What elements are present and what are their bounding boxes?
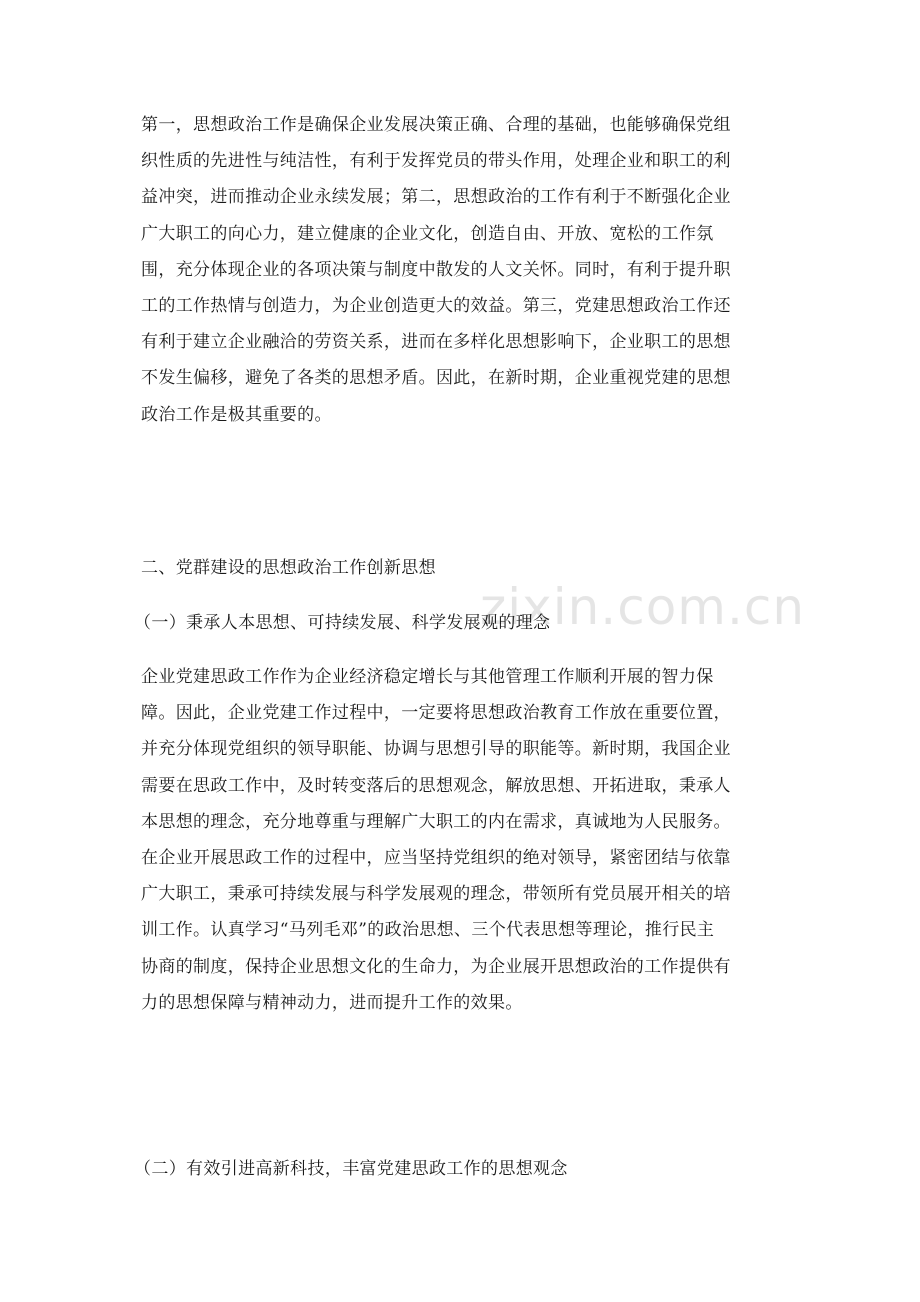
paragraph-1 [141, 107, 781, 433]
watermark-logo: zixin.com.cn [480, 578, 806, 636]
paragraph-2-line: 协商的制度，保持企业思想文化的生命力，为企业展开思想政治的工作提供有 [141, 956, 731, 977]
paragraph-2-line: 障。因此，企业党建工作过程中，一定要将思想政治教育工作放在重要位置， [141, 703, 731, 724]
paragraph-1-line: 益冲突，进而推动企业永续发展；第二，思想政治的工作有利于不断强化企业 [141, 187, 731, 208]
paragraph-2-line: 广大职工，秉承可持续发展与科学发展观的理念，带领所有党员展开相关的培 [141, 884, 731, 905]
subheading-2: （二）有效引进高新科技，丰富党建思政工作的思想观念 [134, 1159, 568, 1179]
paragraph-2-line: 训工作。认真学习“马列毛邓”的政治思想、三个代表思想等理论，推行民主 [141, 920, 715, 941]
paragraph-1-line: 工的工作热情与创造力，为企业创造更大的效益。第三，党建思想政治工作还 [141, 295, 731, 316]
paragraph-1-line: 政治工作是极其重要的。 [141, 404, 332, 425]
paragraph-1-line: 围，充分体现企业的各项决策与制度中散发的人文关怀。同时，有利于提升职 [141, 259, 731, 280]
paragraph-1-line: 不发生偏移，避免了各类的思想矛盾。因此，在新时期，企业重视党建的思想 [141, 368, 731, 389]
paragraph-2-line: 并充分体现党组织的领导职能、协调与思想引导的职能等。新时期，我国企业 [141, 739, 731, 760]
paragraph-1-line: 有利于建立企业融洽的劳资关系，进而在多样化思想影响下，企业职工的思想 [141, 332, 731, 353]
paragraph-2 [141, 659, 781, 1021]
paragraph-2-line: 在企业开展思政工作的过程中，应当坚持党组织的绝对领导，紧密团结与依靠 [141, 847, 731, 868]
section-heading: 二、党群建设的思想政治工作创新思想 [141, 558, 436, 578]
paragraph-2-line: 需要在思政工作中，及时转变落后的思想观念，解放思想、开拓进取，秉承人 [141, 775, 731, 796]
paragraph-1-line: 第一，思想政治工作是确保企业发展决策正确、合理的基础，也能够确保党组 [141, 115, 731, 135]
paragraph-1-line: 广大职工的向心力，建立健康的企业文化，创造自由、开放、宽松的工作氛 [141, 223, 714, 244]
paragraph-2-line: 力的思想保障与精神动力，进而提升工作的效果。 [141, 992, 523, 1013]
paragraph-1-line: 织性质的先进性与纯洁性，有利于发挥党员的带头作用，处理企业和职工的利 [141, 151, 731, 172]
subheading-1: （一）秉承人本思想、可持续发展、科学发展观的理念 [134, 613, 551, 633]
paragraph-2-line: 企业党建思政工作作为企业经济稳定增长与其他管理工作顺利开展的智力保 [141, 667, 714, 687]
paragraph-2-line: 本思想的理念，充分地尊重与理解广大职工的内在需求，真诚地为人民服务。 [141, 811, 731, 832]
